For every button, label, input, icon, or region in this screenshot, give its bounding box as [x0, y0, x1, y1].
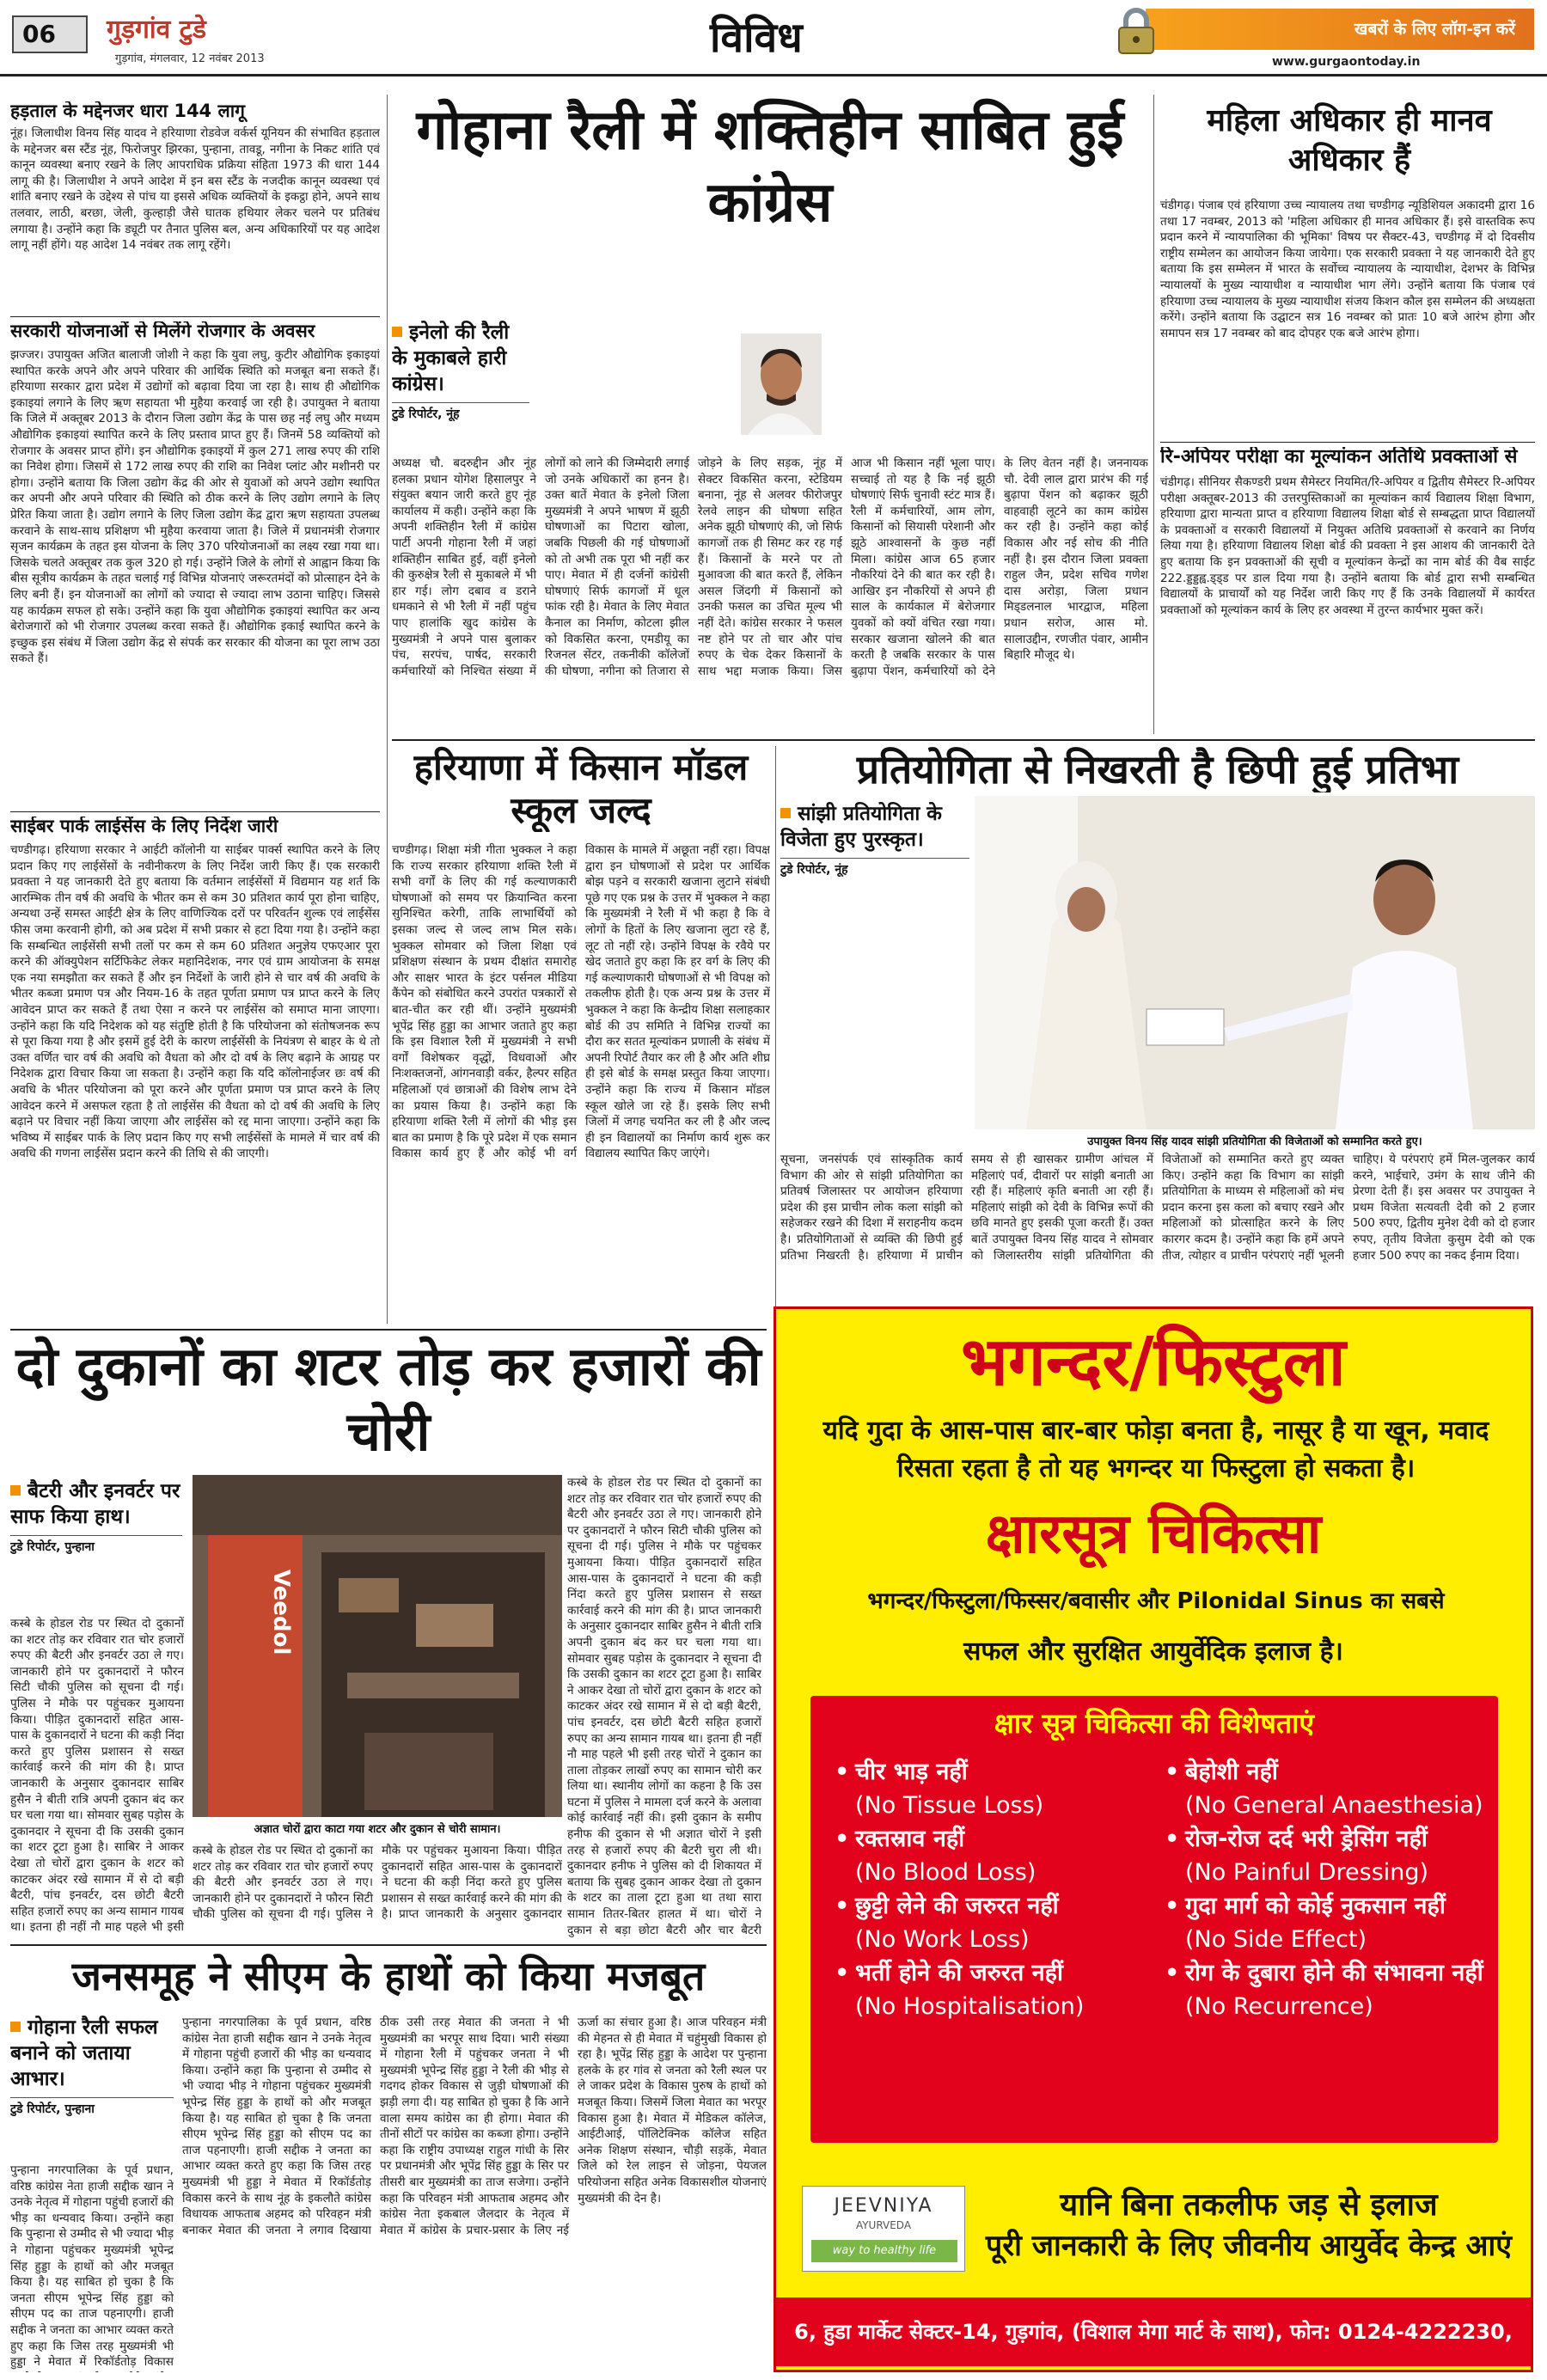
bullet-square-icon: [10, 1485, 21, 1496]
ad-feature-en: (No General Anaesthesia): [1185, 1792, 1483, 1819]
ad-feature-en: (No Side Effect): [1185, 1926, 1367, 1953]
byline-rally: टुडे रिपोर्टर, पुन्हाना: [10, 2097, 174, 2117]
kicker-talent: [780, 801, 969, 878]
body-section-144: नूंह। जिलाधीश विनय सिंह यादव ने हरियाणा रोडवेज वर्कर्स यूनियन की संभावित हड़ताल के मद्देनजर बस स्टैंड नूंह, फिरोजपुर झिरका, पुन्हाना, तावडू, नगीना के निकट शांति एवं कानून व्यवस्था बनाए रखने के लिए आपराधिक प्रक्रिया संहिता 1973 की धारा 144 लागू की है। जिलाधीश ने अपने आदेश में इन बस स्टैंड के नजदीक कानून व्यवस्था एवं शांति बनाए रखने के उद्देश्य से पांच या इससे अधिक व्यक्तियों के इकट्ठा होने, अपने साथ तलवार, लाठी, बरछा, जेली, कुल्हाड़ी जैसे घातक हथियार लेकर चलने पर प्रतिबंध लगाया है। उन्होंने कहा कि ड्यूटी पर तैनात पुलिस बल, अन्य अधिकारियों पर यह आदेश लागू नहीं होंगे। यह आदेश 14 नवंबर तक लागू रहेंगे।: [10, 126, 380, 253]
person-portrait-icon: [741, 333, 822, 435]
ad-logo-sub: AYURVEDA: [855, 2219, 912, 2231]
bullet-square-icon: [780, 808, 791, 818]
award-ceremony-illustration: [975, 796, 1535, 1129]
body-theft-bottom: कस्बे के होडल रोड पर स्थित दो दुकानों का शटर तोड़ कर रविवार रात चोर हजारों रुपए की बैटरी और इनवर्टर उठा ले गए। जानकारी होने पर दुकानदारों ने फौरन सिटी चौकी पुलिस को सूचना दी गई। पुलिस ने मौके पर पहुंचकर मुआयना किया। पीड़ित दुकानदारों सहित आस-पास के दुकानदारों ने घटना की कड़ी निंदा करते हुए पुलिस प्रशासन से सख्त कार्रवाई करने की मांग की है। प्राप्त जानकारी के अनुसार दुकानदार: [193, 1844, 562, 1922]
ad-feature-hi: • रोग के दुबारा होने की संभावना नहीं: [1165, 1957, 1491, 1989]
ad-contact-line: पूरी जानकारी के लिए जीवनीय आयुर्वेद केन्द्र आएं: [985, 2229, 1513, 2263]
body-theft-col1: कस्बे के होडल रोड पर स्थित दो दुकानों का शटर तोड़ कर रविवार रात चोर हजारों रुपए की बैटरी और इनवर्टर उठा ले गए। जानकारी होने पर दुकानदारों ने फौरन सिटी चौकी पुलिस को सूचना दी गई। पुलिस ने मौके पर पहुंचकर मुआयना किया। पीड़ित दुकानदारों सहित आस-पास के दुकानदारों ने घटना की कड़ी निंदा करते हुए पुलिस प्रशासन से सख्त कार्रवाई करने की मांग की है। प्राप्त जानकारी के अनुसार दुकानदार साबिर हुसैन ने बीती रात्रि अपनी दुकान बंद कर घर चला गया था। सोमवार सुबह पड़ोस के दुकानदार ने सूचना दी कि उसकी दुकान का शटर टूटा हुआ है। साबिर ने आकर देखा तो चोरों द्वारा दुकान के शटर को काटकर अंदर रखे सामान में से दो बड़ी बैटरी, पांच इनवर्टर, दस छोटी बैटरी सहित हजारों रुपए का अन्य सामान गायब था। इतना ही नहीं नौ माह पहले भी इसी: [10, 1617, 184, 1935]
ad-features-panel: [810, 1696, 1498, 2143]
body-talent: सूचना, जनसंपर्क एवं सांस्कृतिक कार्य विभाग की ओर से सांझी प्रतियोगिता का प्रतिवर्ष जिलास्तर पर आयोजन हरियाणा प्रदेश की इस प्राचीन लोक कला सांझी को सहेजकर रखने की दिशा में सराहनीय कदम है। प्रतियोगिताओं से व्यक्ति की छिपी हुई प्रतिभा निखरती है। हरियाणा में प्राचीन समय से ही खासकर ग्रामीण आंचल में महिलाएं पर्व, दीवारों पर सांझी बनाती आ रही हैं। महिलाएं कृति बनाती आ रही हैं। महिलाएं सांझी को देवी के विभिन्न रूपों की छवि मानते हुए इसकी पूजा करती हैं। उक्त बातें उपायुक्त विनय सिंह यादव ने सोमवार को जिलास्तरीय सांझी प्रतियोगिता की विजेताओं को सम्मानित करते हुए व्यक्त किए। उन्होंने कहा कि विभाग का सांझी प्रतियोगिता के माध्यम से महिलाओं को मंच प्रदान करना इस कला को बचाए रखने और महिलाओं को प्रोत्साहित करने के लिए कारगर कदम है। उन्होंने कहा कि हमें अपने तीज, त्योहार व प्राचीन परंपराएं नहीं भूलनी चाहिए। ये परंपराएं हमें मिल-जुलकर कार्य करने, भाईचारे, उमंग के साथ जीने की प्रेरणा देती हैं। इस अवसर पर उपायुक्त ने प्रथम विजेता सत्यवती देवी को 2 हजार 500 रुपए, द्वितीय मुनेश देवी को दो हजार रुपए, तृतीय विजेता कुसुम देवी को एक हजार 500 रुपए का नकद ईनाम दिया।: [780, 1153, 1535, 1263]
ad-feature-hi: • रोज-रोज दर्द भरी ड्रेसिंग नहीं: [1165, 1823, 1491, 1855]
shop-photo: [193, 1475, 562, 1817]
body-rally-main: पुन्हाना नगरपालिका के पूर्व प्रधान, वरिष्ठ कांग्रेस नेता हाजी सद्दीक खान ने उनके नेतृत्व में गोहाना पहुंची हजारों की भीड़ का धन्यवाद किया। उन्होंने कहा कि पुन्हाना से उम्मीद से भी ज्यादा भीड़ ने गोहाना पहुंचकर मुख्यमंत्री भूपेन्द्र सिंह हुड्डा के हाथों को और मजबूत किया है। यह साबित हो चुका है कि जनता सीएम भूपेन्द्र सिंह हुड्डा को सीएम पद का ताज पहनाएगी। हाजी सद्दीक ने जनता का आभार व्यक्त करते हुए कहा कि जिस तरह मुख्यमंत्री भी हुड्डा ने मेवात में रिकॉर्डतोड़ विकास करने के साथ नूंह के इकलौते कांग्रेस विधायक आफताब अहमद को परिवहन मंत्री बनाकर मेवात की जनता ने लगाव दिखाया ठीक उसी तरह मेवात की जनता ने भी मुख्यमंत्री का भरपूर साथ दिया। भारी संख्या में गोहाना रैली में पहुंचकर जनता ने भी मुख्यमंत्री भूपेन्द्र सिंह हुड्डा ने रैली की भीड़ से गदगद होकर विकास से जुड़ी घोषणाओं की झड़ी लगा दी। यह साबित हो चुका है कि आने वाला समय कांग्रेस का ही होगा। मेवात की तीनों सीटों पर कांग्रेस का कब्जा होगा। उन्होंने कहा कि राष्ट्रीय उपाध्यक्ष राहुल गांधी के सिर पर प्रधानमंत्री और भूपेंद्र सिंह हुड्डा के सिर पर तीसरी बार मुख्यमंत्री का ताज सजेगा। उन्होंने कहा कि परिवहन मंत्री आफताब अहमद और कांग्रेस नेता इकबाल जैलदार के नेतृत्व में मेवात में कांग्रेस के प्रचार-प्रसार के लिए नई ऊर्जा का संचार हुआ है। आज परिवहन मंत्री की मेहनत से ही मेवात में चहुंमुखी विकास हो रहा है। भूपेंद्र सिंह हुड्डा के आदेश पर पुन्हाना हलके के हर गांव से जनता को रैली स्थल पर ले जाकर प्रदेश के विकास पुरुष के हाथों को मजबूत किया। जिसमें जिला मेवात का भरपूर विकास हुआ है। मेवात में मेडिकल कॉलेज, आईटीआई, पॉलिटेक्निक कॉलेज सहित अनेक शिक्षण संस्थान, चौड़ी सड़कें, मेवात जिले को रेल लाइन से जोड़ना, पेयजल परियोजना सहित अनेक विकासशील योजनाएं मुख्यमंत्री की देन है।: [182, 2016, 767, 2237]
ad-feature-hi: • गुदा मार्ग को कोई नुकसान नहीं: [1165, 1890, 1491, 1922]
ad-logo-tagline: way to healthy life: [811, 2240, 957, 2262]
ad-feature-hi: • छुट्टी लेने की जरुरत नहीं: [835, 1890, 1161, 1922]
ad-feature-en: (No Blood Loss): [855, 1859, 1036, 1886]
shop-sign-text: Veedol: [268, 1569, 294, 1655]
ad-intro: यदि गुदा के आस-पास बार-बार फोड़ा बनता है, नासूर है या खून, मवाद रिसता रहता है तो यह भगन्दर या फिस्टुला हो सकता है।: [822, 1416, 1489, 1484]
login-banner[interactable]: खबरों के लिए लॉग-इन करें: [1146, 9, 1534, 50]
ad-line1: भगन्दर/फिस्टुला/फिस्सर/बवासीर और Pilonidal Sinus का सबसे: [867, 1588, 1445, 1614]
ad-feature-en: (No Hospitalisation): [855, 1993, 1085, 2020]
body-model-school: चण्डीगढ़। शिक्षा मंत्री गीता भुक्कल ने कहा कि राज्य सरकार हरियाणा शक्ति रैली में सभी वर्गों के लिए की गई कल्याणकारी घोषणाओं को समय पर क्रियान्वित करना सुनिश्चित करेगी, ताकि लाभार्थियों को इसका जल्द से जल्द लाभ मिल सके। भुक्कल सोमवार को जिला शिक्षा एवं प्रशिक्षण संस्थान के प्रथम दीक्षांत समारोह और साक्षर भारत के इंटर पर्सनल मीडिया कैंपेन को संबोधित करने उपरांत पत्रकारों से बात-चीत कर रही थीं। उन्होंने मुख्यमंत्री भूपेंद्र सिंह हुड्डा का आभार जताते हुए कहा कि इस विशाल रैली में मुख्यमंत्री ने सभी वर्गों विशेषकर वृद्धों, विधवाओं और निःशक्तजनों, आंगनवाड़ी वर्कर, हैल्पर सहित महिलाओं एवं छात्राओं की विशेष लाभ देने का प्रयास किया है। उन्होंने कहा कि हरियाणा शक्ति रैली में लोगों की भीड़ इस बात का प्रमाण है कि पूरे प्रदेश में एक समान विकास कार्य हुए हैं और कोई भी वर्ग विकास के मामले में अछूता नहीं रहा। विपक्ष द्वारा इन घोषणाओं से प्रदेश पर आर्थिक बोझ पड़ने व सरकारी खजाना लुटाने संबंधी पूछे गए एक प्रश्न के उत्तर में भुक्कल ने कहा कि मुख्यमंत्री ने रैली में भी कहा है कि वे लोगों के हितों के लिए खजाना लुटा रहे हैं, लूट तो नहीं रहे। उन्होंने विपक्ष के रवैये पर खेद जताते हुए कहा कि हर वर्ग के लिए की गई कल्याणकारी घोषणाओं से भी विपक्ष को तकलीफ होती है। एक अन्य प्रश्न के उत्तर में भुक्कल ने कहा कि केन्द्रीय शिक्षा सलाहकार बोर्ड की उप समिति ने विभिन्न राज्यों का दौरा कर सतत मूल्यांकन प्रणाली के संबंध में अपनी रिपोर्ट तैयार कर ली है और अति शीघ्र ही इसे बोर्ड के समक्ष प्रस्तुत किया जाएगा। उन्होंने कहा कि राज्य में किसान मॉडल स्कूल खोले जा रहे हैं। इसके लिए सभी जिलों में जगह चयनित कर ली है और जल्द ही इन विद्यालयों का निर्माण कार्य शुरू कर विद्यालय स्थापित किए जाएंगे।: [392, 843, 770, 1161]
brand-part-a: गुड़गांव: [107, 15, 171, 45]
kicker-talent-text: सांझी प्रतियोगिता के विजेता हुए पुरस्कृत।: [780, 803, 942, 851]
ad-features-title: क्षार सूत्र चिकित्सा की विशेषताएं: [994, 1707, 1315, 1740]
bullet-square-icon: [392, 327, 402, 337]
ad-feature-hi: • बेहोशी नहीं: [1165, 1756, 1491, 1788]
caption-theft: अज्ञात चोरों द्वारा काटा गया शटर और दुकान से चोरी सामान।: [254, 1823, 501, 1836]
kicker-rally: [10, 2015, 174, 2117]
byline-gohana: टुडे रिपोर्टर, नूंह: [392, 402, 529, 422]
headline-model-school: हरियाणा में किसान मॉडल स्कूल जल्द: [413, 746, 749, 831]
headline-women-rights: महिला अधिकार ही मानव अधिकार हैं: [1207, 103, 1492, 178]
ad-slogan: यानि बिना तकलीफ जड़ से इलाज: [1060, 2187, 1438, 2223]
kicker-gohana: [392, 320, 529, 422]
caption-talent: उपायुक्त विनय सिंह यादव सांझी प्रतियोगिता की विजेताओं को सम्मानित करते हुए।: [1087, 1135, 1422, 1148]
body-women-rights: चंडीगढ़। पंजाब एवं हरियाणा उच्च न्यायालय तथा चण्डीगढ़ न्यूडिशियल अकादमी द्वारा 16 तथा 17 नवम्बर, 2013 को 'महिला अधिकार ही मानव अधिकार हैं। इसे वास्तविक रूप प्रदान करने में न्यायपालिका की भूमिका' विषय पर सैक्टर-43, चण्डीगढ़ में दो दिवसीय राष्ट्रीय सम्मेलन का आयोजन किया जायेगा। एक सरकारी प्रवक्ता ने यह जानकारी देते हुए बताया कि इस सम्मेलन में भारत के सर्वोच्च न्यायालय के न्यायाधीश, देशभर के विभिन्न न्यायालयों के मुख्य न्यायाधीश व न्यायाधीश भाग लेंगे। उन्होंने बताया कि पंजाब एवं हरियाणा उच्च न्यायालय के मुख्य न्यायाधीश संजय किशन कौल इस सम्मेलन की अध्यक्षता करेंगे। उन्होंने बताया कि उद्घाटन सत्र 16 नवम्बर को प्रातः 10 बजे आरंभ होगा और समापन सत्र 17 नवम्बर को बाद दोपहर एक बजे आरंभ होगा।: [1160, 199, 1535, 340]
ad-feature-hi: • चीर भाड़ नहीं: [835, 1756, 1161, 1788]
ad-features-left: [835, 1756, 1161, 2024]
body-reappear-exam: चंडीगढ़। सीनियर सैकण्डरी प्रथम सैमेस्टर नियमित/रि-अपियर व द्वितीय सैमेस्टर रि-अपियर परीक्षा अक्तूबर-2013 की उत्तरपुस्तिकाओं का मूल्यांकन कार्य विद्यालय शिक्षा विभाग, हरियाणा द्वारा मान्यता प्राप्त व हरियाणा विद्यालय शिक्षा बोर्ड से सम्बद्धता प्राप्त विद्यालयों के प्रवक्ताओं व सरकारी विद्यालयों में नियुक्त अतिथि प्रवक्ताओं से करवाने का निर्णय लिया गया है। हरियाणा विद्यालय शिक्षा बोर्ड की प्रवक्ता ने इस आशय की जानकारी देते हुए बताया कि इन प्रवक्ताओं की सूची व मूल्यांकन केन्द्रों का नाम बोर्ड की वैब साईट 222.ड्डड्डह्व.ड्ड्ड पर डाल दिया गया है। उन्होंने बताया कि बोर्ड द्वारा सभी सम्बन्धित विद्यालयों के प्राचार्यों को यह निर्देश जारी किए गए हैं कि उनके विद्यालयों में कार्यरत प्रवक्ताओं को मूल्यांकन कार्य के लिए हर अवस्था में तुरन्त कार्यभार मुक्त करें।: [1160, 475, 1535, 617]
body-jobs: झज्जर। उपायुक्त अजित बालाजी जोशी ने कहा कि युवा लघु, कुटीर औद्योगिक इकाइयां स्थापित करके अपने और अपने परिवार की आर्थिक स्थिति को मजबूत बना सकते हैं। हरियाणा सरकार द्वारा प्रदेश में उद्योगों को बढ़ावा दिया जा रहा है। साथ ही औद्योगिक इकाइयां लगाने के लिए ऋण सहायता भी मुहैया करवाई जा रही है। उपायुक्त ने बताया कि जिले में अक्तूबर 2013 के दौरान जिला उद्योग केंद्र के पास छह नई लघु और मध्यम औद्योगिक इकाइयां स्थापित करने के लिए प्रस्ताव प्राप्त हुए हैं। जिनमें 58 व्यक्तियों को रोजगार के अवसर प्राप्त होंगे। इन औद्योगिक इकाइयों में कुल 271 लाख रुपए की राशि का निवेश होगा। जिसमें से 172 लाख रुपए की राशि का निवेश प्लांट और मशीनरी पर होगा। उन्होंने बताया कि जिला उद्योग केंद्र की ओर से युवाओं को अपने उद्योग स्थापित कर अपनी और अपने परिवार की स्थिति को ठीक करने के लिए उद्योग लगाने के लिए प्रेरित किया जाता है। उद्योग लगाने के लिए जिला उद्योग केंद्र द्वारा ऋण सहायता उपलब्ध करवाने के साथ-साथ प्रशिक्षण भी मुहैया करवाया जाता है। जिले में प्रधानमंत्री रोजगार सृजन कार्यक्रम के तहत इस योजना के लिए 370 परियोजनाओं का लक्ष्य रखा गया था। जिसके चलते अक्तूबर तक कुल 320 हो गई। उन्होंने जिले के लोगों से आह्वान किया कि बीस सूत्रीय कार्यक्रम के तहत चलाई गई विभिन्न योजनाएं जरूरतमंदों को प्रोत्साहन देने के लिए बनी हैं। इन योजनाओं का लोगों को ज्यादा से ज्यादा लाभ उठाना चाहिए। जिससे यह कार्यक्रम सफल हो सके। उन्होंने कहा कि युवा औद्योगिक इकाइयां स्थापित कर अन्य बेरोजगारों को भी रोजगार उपलब्ध करवा सकते हैं। औद्योगिक इकाई स्थापित करने के इच्छुक इस संबंध में जिला उद्योग केंद्र से संपर्क कर सरकार की योजना का पूरा लाभ उठा सकते हैं।: [10, 348, 380, 666]
kicker-rally-text: गोहाना रैली सफल बनाने को जताया आभार।: [10, 2016, 158, 2090]
advertisement-fistula[interactable]: [774, 1306, 1533, 2372]
ad-features-right: [1165, 1756, 1491, 2024]
ad-feature-en: (No Work Loss): [855, 1926, 1030, 1953]
brand-logo: [107, 10, 206, 46]
body-cyber-park: चण्डीगढ़। हरियाणा सरकार ने आईटी कॉलोनी या साईबर पार्क्स स्थापित करने के लिए प्रदान किए गए लाईसेंसों के नवीनीकरण के लिए निर्देश जारी किए हैं। एक सरकारी प्रवक्ता ने यह जानकारी देते हुए बताया कि वर्तमान लाईसेंसों में विद्यमान यह शर्त कि आरम्भिक तीन वर्ष की अवधि के भीतर कम से कम 30 प्रतिशत कार्य पूरा होना चाहिए, अन्यथा उन्हें समस्त आईटी क्षेत्र के लिए वाणिज्यिक दरों पर परिवर्तन शुल्क एवं लाईसेंस फीस जमा करवानी होगी, को अब प्रदेश में सभी प्रकार से हटा दिया गया है। उन्होंने कहा कि सम्बन्धित लाईसेंसी सभी तलों पर कम से कम 60 प्रतिशत अनुज्ञेय एफएआर पूरा करने की ऑक्युपेशन सर्टिफिकेट लेकर महानिदेशक, नगर एवं ग्राम आयोजना के समक्ष एक नया समझौता कर सकते हैं और इन निर्देशों के जारी होने से चार वर्ष की अवधि के भीतर कब्जा प्रमाण पत्र और नियम-16 के तहत पूर्णता प्रमाण पत्र प्राप्त करने के लिए आवेदन प्राप्त कर सकते हैं तथा ऐसा न करने पर लाईसेंस को समाप्त माना जाएगा। उन्होंने कहा कि यदि निदेशक को यह संतुष्टि होती है कि परियोजना को संतोषजनक रूप से पूरा किया गया है और इसमें हुई देरी के कारण लाईसेंसी के नियंत्रण से बाहर के थे तो उक्त वर्णित चार वर्ष की अवधि को वैधता को और दो वर्ष के लिए बढ़ाने के आग्रह पर निदेशक द्वारा विचार किया जा सकता है। उन्होंने कहा कि यदि कॉलोनाईजर छः वर्ष की अवधि के भीतर परियोजना को पूरा करने और पूर्णता प्रमाण पत्र प्राप्त करने के लिए आवेदन करने में असफल रहता है तो लाईसेंस की वैधता को दो वर्ष की अवधि के लिए बढ़ाने पर विचार नहीं किया जाएगा और लाईसेंस को रद्द माना जाएगा। उन्होंने कहा कि भविष्य में साईबर पार्क के लिए प्रदान किए गए सभी लाईसेंसों के मामले में चार वर्ष की अवधि की गणना लाईसेंस प्रदान करने की तिथि से की जाएगी।: [10, 843, 380, 1161]
award-photo: [975, 796, 1535, 1129]
body-rally-col1: पुन्हाना नगरपालिका के पूर्व प्रधान, वरिष्ठ कांग्रेस नेता हाजी सद्दीक खान ने उनके नेतृत्व में गोहाना पहुंची हजारों की भीड़ का धन्यवाद किया। उन्होंने कहा कि पुन्हाना से उम्मीद से भी ज्यादा भीड़ ने गोहाना पहुंचकर मुख्यमंत्री भूपेन्द्र सिंह हुड्डा के हाथों को और मजबूत किया है। यह साबित हो चुका है कि जनता सीएम भूपेन्द्र सिंह हुड्डा को सीएम पद का ताज पहनाएगी। हाजी सद्दीक ने जनता का आभार व्यक्त करते हुए कहा कि जिस तरह मुख्यमंत्री भी हुड्डा ने मेवात में रिकॉर्डतोड़ विकास: [10, 2163, 174, 2370]
headline-cyber-park: साईबर पार्क लाईसेंस के लिए निर्देश जारी: [10, 817, 278, 836]
ad-feature-en: (No Recurrence): [1185, 1993, 1373, 2020]
ad-line2: सफल और सुरक्षित आयुर्वेदिक इलाज है।: [963, 1637, 1343, 1667]
ad-feature-hi: • रक्तस्राव नहीं: [835, 1823, 1161, 1855]
ad-logo: [802, 2186, 965, 2272]
brand-part-b: टुडे: [179, 15, 206, 45]
headline-talent: प्रतियोगिता से निखरती है छिपी हुई प्रतिभा: [856, 746, 1459, 792]
byline-theft: टुडे रिपोर्टर, पुन्हाना: [10, 1535, 182, 1555]
padlock-icon: [1109, 3, 1164, 58]
portrait-photo: [741, 333, 822, 435]
kicker-theft-text: बैटरी और इनवर्टर पर साफ किया हाथ।: [10, 1480, 180, 1528]
headline-theft: दो दुकानों का शटर तोड़ कर हजारों की चोरी: [15, 1335, 761, 1463]
headline-reappear-exam: रि-अपियर परीक्षा का मूल्यांकन अतिथि प्रवक्ताओं से: [1160, 447, 1518, 468]
ad-title: भगन्दर/फिस्टुला: [961, 1324, 1346, 1401]
headline-jobs: सरकारी योजनाओं से मिलेंगे रोजगार के अवसर: [10, 321, 315, 341]
ad-feature-hi: • भर्ती होने की जरुरत नहीं: [835, 1957, 1161, 1989]
ad-logo-name: JEEVNIYA: [834, 2195, 933, 2217]
ad-feature-en: (No Tissue Loss): [855, 1792, 1044, 1819]
site-url[interactable]: www.gurgaontoday.in: [1272, 55, 1421, 69]
body-gohana-rally: अध्यक्ष चौ. बदरुद्दीन और नूंह हलका प्रधान योगेश हिसालपुर ने संयुक्त बयान जारी करते हुए नूंह कार्यालय में कही। उन्होंने कहा कि अपनी शक्तिहीन रैली में कांग्रेस पार्टी अपनी गोहाना रैली में जहां शक्तिहीन साबित हुई, वहीं इनेलो की कुरुक्षेत्र रैली से मुकाबले में भी हार गई। लोग दबाव व डराने धमकाने से भी रैली में नहीं पहुंच पाए हालांकि खुद कांग्रेस के मुख्यमंत्री ने अपने पास बुलाकर पंच, सरपंच, पार्षद, सरकारी कर्मचारियों को निश्चित संख्या में लोगों को लाने की जिम्मेदारी लगाई जो उनके अधिकारों का हनन है। उक्त बातें मेवात के इनेलो जिला मुख्यमंत्री ने अपने भाषण में झूठी घोषणाओं का पिटारा खोला, जबकि पिछली की गई घोषणाओं को तो अभी तक पूरा भी नहीं कर पाए। मेवात में ही दर्जनों कांग्रेसी घोषणाएं सिर्फ कागजों में धूल फांक रही है। मेवात के लिए मेवात कैनाल का निर्माण, कोटला झील को विकसित करना, एमडीयू का रिजनल सेंटर, तकनीकी कॉलेजों की घोषणा, नगीना को तिजारा से जोड़ने के लिए सड़क, नूंह में सेक्टर विकसित करना, स्टेडियम बनाना, नूंह से अलवर फीरोजपुर रेलवे लाइन की घोषणा सहित अनेक झूठी घोषणाएं की, जो सिर्फ कागजों तक ही सिमट कर रह गई हैं। किसानों के मरने पर तो मुआवजा की बात करते हैं, लेकिन असल जिंदगी में किसानों को उनकी फसल का उचित मूल्य भी नहीं देते। कांग्रेस सरकार ने फसल नष्ट होने पर तो चार और पांच रुपए के चेक देकर किसानों के साथ भद्दा मजाक किया। जिस आज भी किसान नहीं भूला पाए। सच्चाई तो यह है कि नई झूठी घोषणाएं सिर्फ चुनावी स्टंट मात्र हैं। रैली में कर्मचारियों, आम लोग, किसानों को सियासी परेशानी और झूठे आश्वासनों के कुछ नहीं मिला। कांग्रेस आज 65 हजार नौकरियां देने की बात कर रही है। आखिर इन नौकरियों से अपने ही साल के कार्यकाल में बेरोजगार युवकों को क्यों वंचित रखा गया। सरकार खजाना खोलने की बात करती है जबकि सरकार के पास बुढ़ापा पेंशन, कर्मचारियों को देने के लिए वेतन नहीं है। जननायक चौ. देवी लाल द्वारा प्रारंभ की गई बुढ़ापा पेंशन को बढ़ाकर झूठी वाहवाही लूटने का काम कांग्रेस कर रही है। उन्होंने कहा कोई विकास और नई सोच की नीति नहीं है। इस दौरान जिला प्रवक्ता राहुल जैन, प्रदेश सचिव गणेश दास अरोड़ा, जिला प्रधान मिड्‌डलनाल भारद्वाज, महिला प्रधान सरोज, आस मो. सालाउद्दीन, रणजीत पंवार, आमीन बिहारि मौजूद थे।: [392, 456, 1148, 678]
ad-therapy: क्षारसूत्र चिकित्सा: [985, 1502, 1322, 1566]
kicker-theft: [10, 1478, 182, 1555]
ad-feature-en: (No Painful Dressing): [1185, 1859, 1429, 1886]
ad-address[interactable]: 6, हुडा मार्केट सेक्टर-14, गुड़गांव, (विशाल मेगा मार्ट के साथ), फोन: 0124-4222230,: [776, 2297, 1531, 2366]
dateline: गुड़गांव, मंगलवार, 12 नवंबर 2013: [115, 52, 265, 65]
kicker-gohana-text: इनेलो की रैली के मुकाबले हारी कांग्रेस।: [392, 321, 510, 395]
headline-rally-cm: जनसमूह ने सीएम के हाथों को किया मजबूत: [71, 1953, 706, 1999]
body-theft-col4: कस्बे के होडल रोड पर स्थित दो दुकानों का शटर तोड़ कर रविवार रात चोर हजारों रुपए की बैटरी और इनवर्टर उठा ले गए। जानकारी होने पर दुकानदारों ने फौरन सिटी चौकी पुलिस को सूचना दी गई। पुलिस ने मौके पर पहुंचकर मुआयना किया। पीड़ित दुकानदारों सहित आस-पास के दुकानदारों ने घटना की कड़ी निंदा करते हुए पुलिस प्रशासन से सख्त कार्रवाई करने की मांग की है। प्राप्त जानकारी के अनुसार दुकानदार साबिर हुसैन ने बीती रात्रि अपनी दुकान बंद कर घर चला गया था। सोमवार सुबह पड़ोस के दुकानदार ने सूचना दी कि उसकी दुकान का शटर टूटा हुआ है। साबिर ने आकर देखा तो चोरों द्वारा दुकान के शटर को काटकर अंदर रखे सामान में से दो बड़ी बैटरी, पांच इनवर्टर, दस छोटी बैटरी सहित हजारों रुपए का अन्य सामान गायब था। इतना ही नहीं नौ माह पहले भी इसी तरह चोरों ने दुकान का ताला तोड़कर लाखों रुपए का सामान चोरी कर लिया था। स्थानीय लोगों का कहना है कि उस घटना में पुलिस ने मामला दर्ज करने के अलावा कोई कार्रवाई नहीं की। इसी दुकान के समीप हनीफ की दुकान से भी अज्ञात चोरों ने इसी तरह से हजारों रुपए की बैटरी चुरा ली थी। दुकानदार हनीफ ने पुलिस को दी शिकायत में बताया कि सुबह दुकान आकर देखा तो दुकान के शटर का ताला टूटा हुआ था तथा सारा सामान तितर-बितर हालत में था। चोरों ने दुकान से बड़ा छोटा बैटरी और चार बैटरी: [567, 1476, 761, 1937]
masthead: [0, 0, 1547, 69]
bullet-square-icon: [10, 2022, 21, 2032]
headline-gohana-rally: गोहाना रैली में शक्तिहीन साबित हुई कांग्रेस: [416, 99, 1124, 235]
section-title: विविध: [710, 14, 803, 62]
page-number: 06: [12, 15, 88, 53]
headline-section-144: हड़ताल के मद्देनजर धारा 144 लागू: [10, 101, 245, 121]
byline-talent: टुडे रिपोर्टर, नूंह: [780, 858, 969, 878]
